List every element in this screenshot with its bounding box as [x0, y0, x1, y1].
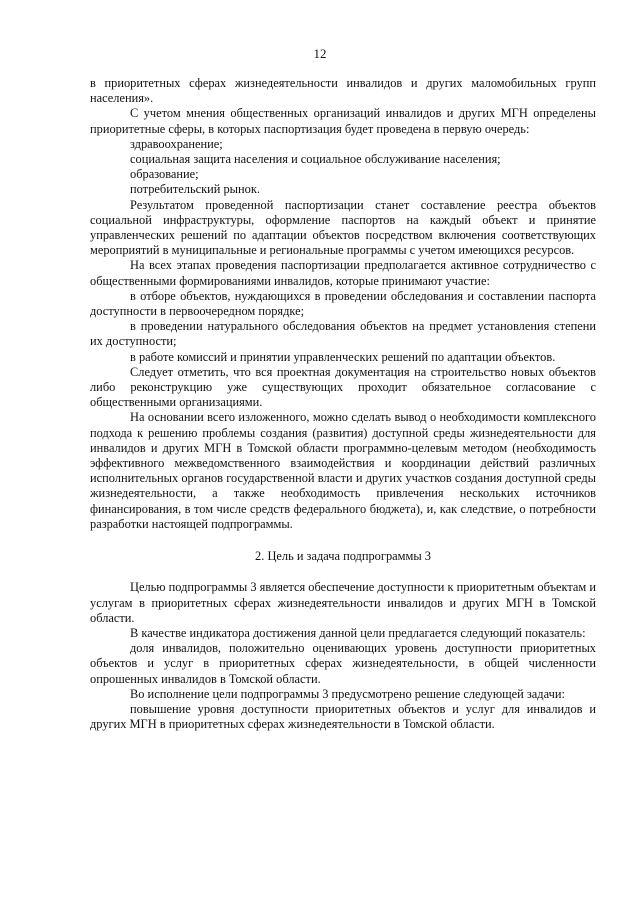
paragraph: С учетом мнения общественных организаций инвалидов и других МГН определены приоритетные сферы, в которых паспортизация будет проведена в первую очередь:: [90, 106, 596, 136]
list-item: здравоохранение;: [130, 136, 223, 151]
paragraph: повышение уровня доступности приоритетных объектов и услуг для инвалидов и других МГН в приоритетных сферах жизнедеятельности в Томской области.: [90, 701, 596, 732]
page-number: 12: [313, 46, 327, 61]
list-item: социальная защита населения и социальное обслуживание населения;: [130, 152, 501, 167]
list-item: потребительский рынок.: [130, 182, 260, 197]
paragraph: Следует отметить, что вся проектная документация на строительство новых объектов либо реконструкцию уже существующих проходит обязательное согласование с общественными организациями.: [90, 364, 596, 410]
paragraph: В качестве индикатора достижения данной цели предлагается следующий показатель:: [130, 625, 586, 640]
paragraph: Результатом проведенной паспортизации станет составление реестра объектов социальной инфраструктуры, оформление паспортов на каждый объект и принятие управленческих решений по адаптации объектов посредством включения соответствующих мероприятий в муниципальные и региональные программы с учетом имеющихся ресурсов.: [90, 197, 596, 258]
paragraph: Целью подпрограммы 3 является обеспечение доступности к приоритетным объектам и услугам в приоритетных сферах жизнедеятельности инвалидов и других МГН в Томской области.: [90, 580, 596, 625]
list-item: образование;: [130, 167, 199, 182]
paragraph: На всех этапах проведения паспортизации предполагается активное сотрудничество с общественными формированиями инвалидов, которые принимают участие:: [90, 258, 596, 288]
paragraph: Во исполнение цели подпрограммы 3 предусмотрено решение следующей задачи:: [130, 686, 565, 701]
document-body: [90, 76, 596, 732]
section-intro-text: [90, 76, 596, 532]
paragraph: в работе комиссий и принятии управленческих решений по адаптации объектов.: [130, 349, 556, 364]
section-heading: 2. Цель и задача подпрограммы 3: [255, 549, 431, 564]
paragraph: в проведении натурального обследования объектов на предмет установления степени их доступности;: [90, 319, 596, 349]
paragraph: в приоритетных сферах жизнедеятельности инвалидов и других маломобильных групп населения».: [90, 76, 596, 106]
paragraph: доля инвалидов, положительно оценивающих уровень доступности приоритетных объектов и услуг в приоритетных сферах жизнедеятельности, в общей численности опрошенных инвалидов в Томской области.: [90, 641, 596, 686]
paragraph: в отборе объектов, нуждающихся в проведении обследования и составлении паспорта доступности в первоочередном порядке;: [90, 288, 596, 319]
section-goal-text: [90, 580, 596, 732]
paragraph: На основании всего изложенного, можно сделать вывод о необходимости комплексного подхода к решению проблемы создания (развития) доступной среды жизнедеятельности для инвалидов и других МГН в Томской области программно-целевым методом (необходимость эффективного межведомственного взаимодействия и координации действий различных исполнительных органов государственной власти и других участков создания доступной среды жизнедеятельности, а также необходимость привлечения нескольких источников финансирования, в том числе средств федерального бюджета), и, как следствие, о потребности разработки настоящей подпрограммы.: [90, 410, 596, 531]
